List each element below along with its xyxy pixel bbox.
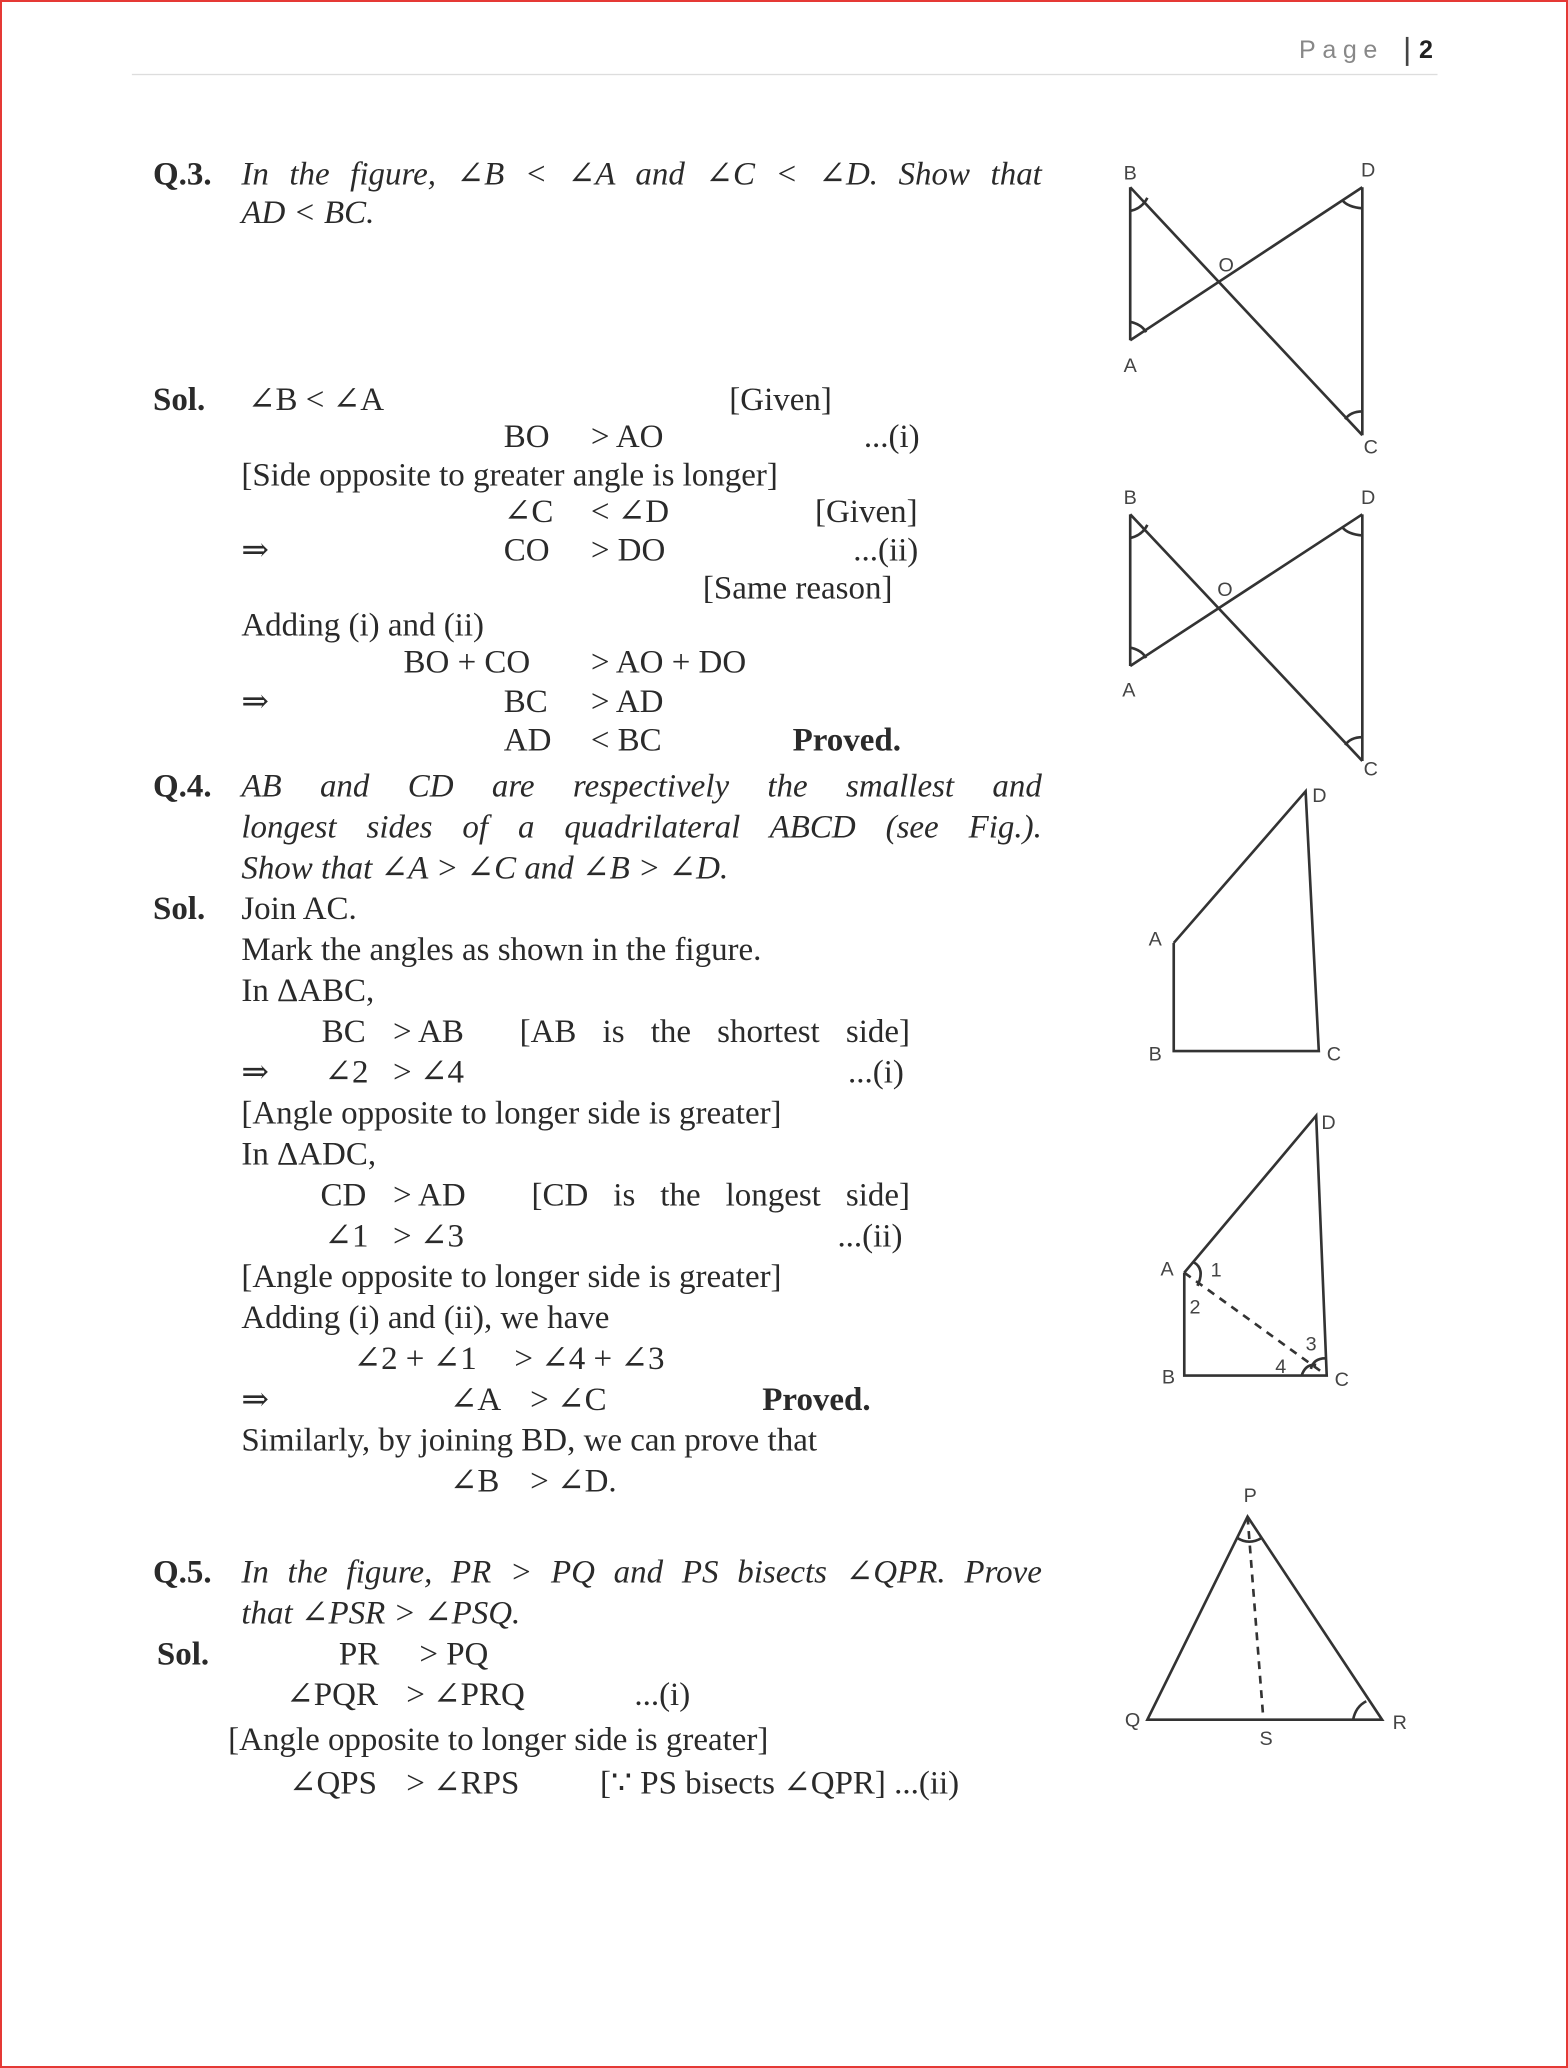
proved-label: Proved.	[762, 1382, 871, 1418]
reason-text: [AB is the shortest side]	[519, 1014, 910, 1050]
vertex-label: D	[1361, 486, 1376, 509]
vertex-label: D	[1361, 159, 1376, 182]
vertex-label: B	[1123, 486, 1137, 509]
question-text: Show that ∠A > ∠C and ∠B > ∠D.	[241, 850, 729, 887]
question-text: that ∠PSR > ∠PSQ.	[241, 1595, 521, 1632]
question-number: Q.3.	[152, 156, 212, 193]
math-text: > ∠4	[393, 1055, 464, 1091]
math-text: > ∠4 + ∠3	[514, 1341, 665, 1377]
vertex-label: A	[1123, 354, 1137, 377]
angle-label: 1	[1210, 1259, 1222, 1282]
math-text: > DO	[590, 532, 666, 569]
reason-text: [Side opposite to greater angle is longer]	[241, 457, 778, 494]
step-text: Mark the angles as shown in the figure.	[241, 932, 762, 968]
math-text: > PQ	[419, 1636, 489, 1673]
math-text: ∠C	[503, 494, 554, 531]
solution-label: Sol.	[152, 891, 206, 928]
math-text: ∠2 + ∠1	[353, 1341, 477, 1377]
question-number: Q.5.	[152, 1554, 212, 1591]
vertex-label: Q	[1124, 1709, 1141, 1732]
solution-label: Sol.	[152, 382, 206, 419]
vertex-label: C	[1363, 436, 1378, 459]
equation-ref: ...(i)	[847, 1055, 904, 1091]
math-text: > ∠PRQ	[406, 1677, 525, 1714]
solution-label: Sol.	[156, 1636, 210, 1673]
implies-symbol: ⇒	[241, 532, 269, 569]
math-text: CD	[320, 1177, 367, 1214]
page-number: 2	[1406, 37, 1433, 66]
question-text: AD < BC.	[241, 195, 375, 231]
math-text: ∠QPS	[288, 1765, 377, 1802]
math-text: BO	[503, 419, 550, 455]
reason-text: [Given]	[729, 382, 832, 419]
angle-label: 3	[1305, 1333, 1317, 1356]
step-text: In ΔADC,	[241, 1136, 377, 1173]
math-text: < ∠D	[590, 494, 670, 531]
reason-text: [Given]	[815, 494, 918, 531]
equation-ref: ...(i)	[634, 1677, 691, 1714]
vertex-label: P	[1243, 1485, 1257, 1508]
math-text: AD	[503, 722, 552, 759]
vertex-label: C	[1363, 758, 1378, 781]
math-text: > ∠C	[530, 1382, 607, 1418]
vertex-label: D	[1321, 1111, 1336, 1134]
question-text: AB and CD are respectively the smallest and	[241, 768, 1042, 805]
math-text: > AO	[590, 419, 664, 455]
math-text: ∠B < ∠A	[247, 382, 385, 419]
step-text: Join AC.	[241, 891, 357, 928]
page-label: Page	[1299, 36, 1384, 65]
vertex-label: A	[1160, 1258, 1174, 1281]
equation-ref: ...(i)	[863, 419, 920, 455]
math-text: ∠2	[324, 1055, 369, 1091]
question-text: In the figure, PR > PQ and PS bisects ∠QPR. Prove	[241, 1554, 1042, 1591]
math-text: ∠PQR	[286, 1677, 378, 1714]
vertex-label: R	[1392, 1711, 1407, 1734]
math-text: CO	[503, 532, 550, 569]
math-text: > ∠RPS	[406, 1765, 520, 1802]
math-text: PR	[338, 1636, 380, 1673]
vertex-label: B	[1148, 1043, 1162, 1066]
math-text: > ∠D.	[530, 1463, 617, 1500]
step-text: Adding (i) and (ii), we have	[241, 1300, 610, 1336]
reason-text: [Same reason]	[702, 571, 893, 607]
reason-text: [Angle opposite to longer side is greater]	[241, 1259, 782, 1296]
math-text: BC	[321, 1014, 366, 1050]
step-text: In ΔABC,	[241, 973, 375, 1009]
math-text: ∠1	[324, 1218, 369, 1255]
math-text: ∠A	[449, 1382, 502, 1418]
vertex-label: B	[1161, 1366, 1176, 1389]
vertex-label: A	[1122, 679, 1136, 702]
proved-label: Proved.	[792, 722, 901, 759]
reason-text: [Angle opposite to longer side is greater]	[228, 1722, 769, 1758]
vertex-label: B	[1123, 162, 1137, 185]
math-text: < BC	[590, 722, 662, 759]
question-text: In the figure, ∠B < ∠A and ∠C < ∠D. Show that	[241, 156, 1042, 193]
figure-bow-tie-1	[1130, 187, 1362, 435]
reason-text: [∵ PS bisects ∠QPR] ...(ii)	[600, 1765, 960, 1802]
vertex-label: C	[1334, 1369, 1349, 1392]
math-text: > AD	[393, 1177, 466, 1214]
equation-ref: ...(ii)	[837, 1218, 903, 1255]
math-text: > ∠3	[393, 1218, 464, 1255]
math-text: ∠B	[449, 1463, 500, 1500]
angle-label: 2	[1189, 1296, 1201, 1319]
figure-quadrilateral	[1174, 791, 1319, 1051]
math-text: BC	[503, 684, 548, 721]
implies-symbol: ⇒	[241, 1382, 269, 1418]
question-text: longest sides of a quadrilateral ABCD (see Fig.).	[241, 809, 1042, 846]
equation-ref: ...(ii)	[853, 532, 919, 569]
vertex-label: D	[1312, 784, 1327, 807]
implies-symbol: ⇒	[241, 684, 269, 721]
vertex-label: C	[1326, 1043, 1341, 1066]
step-text: Adding (i) and (ii)	[241, 607, 484, 644]
figure-bow-tie-2	[1130, 514, 1362, 761]
angle-label: 4	[1275, 1355, 1287, 1378]
math-text: > AB	[393, 1014, 464, 1050]
vertex-label: S	[1259, 1727, 1273, 1750]
implies-symbol: ⇒	[241, 1055, 269, 1091]
reason-text: [Angle opposite to longer side is greater]	[241, 1095, 782, 1132]
math-text: > AO + DO	[590, 644, 747, 681]
math-text: > AD	[590, 684, 664, 721]
step-text: Similarly, by joining BD, we can prove that	[241, 1422, 817, 1459]
figure-triangle-pqr	[1147, 1517, 1382, 1720]
math-text: BO + CO	[403, 644, 531, 681]
vertex-label: A	[1148, 928, 1162, 951]
vertex-label: O	[1218, 254, 1234, 277]
vertex-label: O	[1217, 579, 1233, 602]
question-number: Q.4.	[152, 768, 212, 805]
reason-text: [CD is the longest side]	[531, 1177, 910, 1214]
